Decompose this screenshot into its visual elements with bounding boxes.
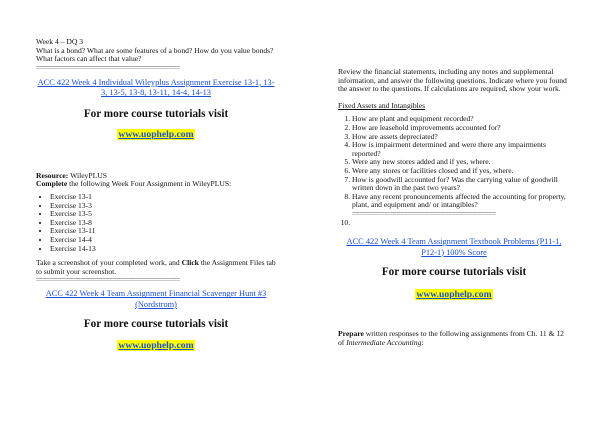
dq-text: What is a bond? What are some features of a bond? How do you value bonds? What factors can affect that value?	[36, 45, 274, 64]
resource-value: WileyPLUS	[68, 170, 107, 180]
exercise-assignment-link[interactable]: ACC 422 Week 4 Individual Wileyplus Assignment Exercise 13-1, 13-3, 13-5, 13-8, 13-11, 14-4, 14-13	[37, 77, 275, 98]
site-link[interactable]: www.uophelp.com	[118, 340, 194, 352]
resource-label: Resource:	[36, 170, 69, 180]
click-label: Click	[181, 258, 199, 268]
list-item: • Exercise 14-4	[50, 236, 276, 245]
list-item: 2. How are leasehold improvements accounted for?	[352, 124, 570, 133]
site-link[interactable]: www.uophelp.com	[416, 289, 492, 301]
list-item: 5. Were any new stores added and if yes, where.	[352, 158, 570, 167]
list-item: 9. =======================================	[352, 210, 570, 219]
list-item: 6. Were any stores or facilities closed and if yes, where.	[352, 167, 570, 176]
more-tutorials-heading: For more course tutorials visit	[83, 107, 229, 120]
exercise-list	[36, 193, 276, 253]
scavenger-hunt-link[interactable]: ACC 422 Week 4 Team Assignment Financial Scavenger Hunt #3 (Nordstrom)	[45, 289, 267, 309]
list-item: 3. How are assets depreciated?	[352, 133, 570, 142]
list-item: • Exercise 13-3	[50, 202, 276, 211]
complete-text: the following Week Four Assignment in WileyPLUS:	[67, 179, 232, 189]
section-title: Fixed Assets and Intangibles	[338, 100, 426, 110]
dq-title: Week 4 – DQ 3	[36, 37, 84, 46]
list-item: • Exercise 13-5	[50, 210, 276, 219]
textbook-problems-link[interactable]: ACC 422 Week 4 Team Assignment Textbook Problems (P11-1, P12-1) 100% Score	[346, 237, 562, 257]
screenshot-text-b: the Assignment Files tab to submit your screenshot.	[36, 258, 276, 276]
list-item: • Exercise 14-13	[50, 245, 276, 254]
site-link-wrap	[36, 335, 276, 353]
list-item: • Exercise 13-1	[50, 193, 276, 202]
right-column	[338, 0, 570, 347]
more-tutorials-heading: For more course tutorials visit	[83, 318, 229, 331]
site-link-wrap	[338, 284, 570, 302]
list-item: • Exercise 13-8	[50, 219, 276, 228]
list-item: 8. Have any recent pronouncements affected the accounting for property, plant, and equipment and/ or intangibles?	[352, 193, 570, 210]
complete-line	[36, 180, 276, 189]
separator: =======================================	[36, 276, 180, 284]
prepare-end: :	[421, 337, 424, 347]
more-tutorials-heading: For more course tutorials visit	[381, 266, 527, 279]
list-item	[352, 219, 570, 228]
site-link[interactable]: www.uophelp.com	[118, 128, 194, 140]
list-item: 4. How is impairment determined and were there any impairments reported?	[352, 141, 570, 158]
screenshot-text-a: Take a screenshot of your completed work, and	[36, 258, 182, 268]
prepare-instructions	[338, 330, 570, 347]
list-item: • Exercise 13-11	[50, 227, 276, 236]
left-column	[36, 0, 276, 353]
list-item: 1. How are plant and equipment recorded?	[352, 115, 570, 124]
prepare-text: written responses to the following assignments from Ch. 11 & 12 of	[338, 329, 564, 347]
book-title: Intermediate Accounting	[346, 337, 422, 347]
site-link-wrap	[36, 124, 276, 142]
list-item: 7. How is goodwill accounted for? Was the carrying value of goodwill written down in the past two years?	[352, 176, 570, 193]
separator: =======================================	[36, 63, 180, 71]
complete-label: Complete	[36, 179, 68, 189]
review-intro: Review the financial statements, including any notes and supplemental information, and answer the following questions. Indicate where you found the answer to the questions. If calculations are required, show your work.	[338, 67, 567, 94]
screenshot-instructions	[36, 259, 276, 276]
question-list	[338, 115, 570, 227]
prepare-label: Prepare	[338, 329, 364, 339]
